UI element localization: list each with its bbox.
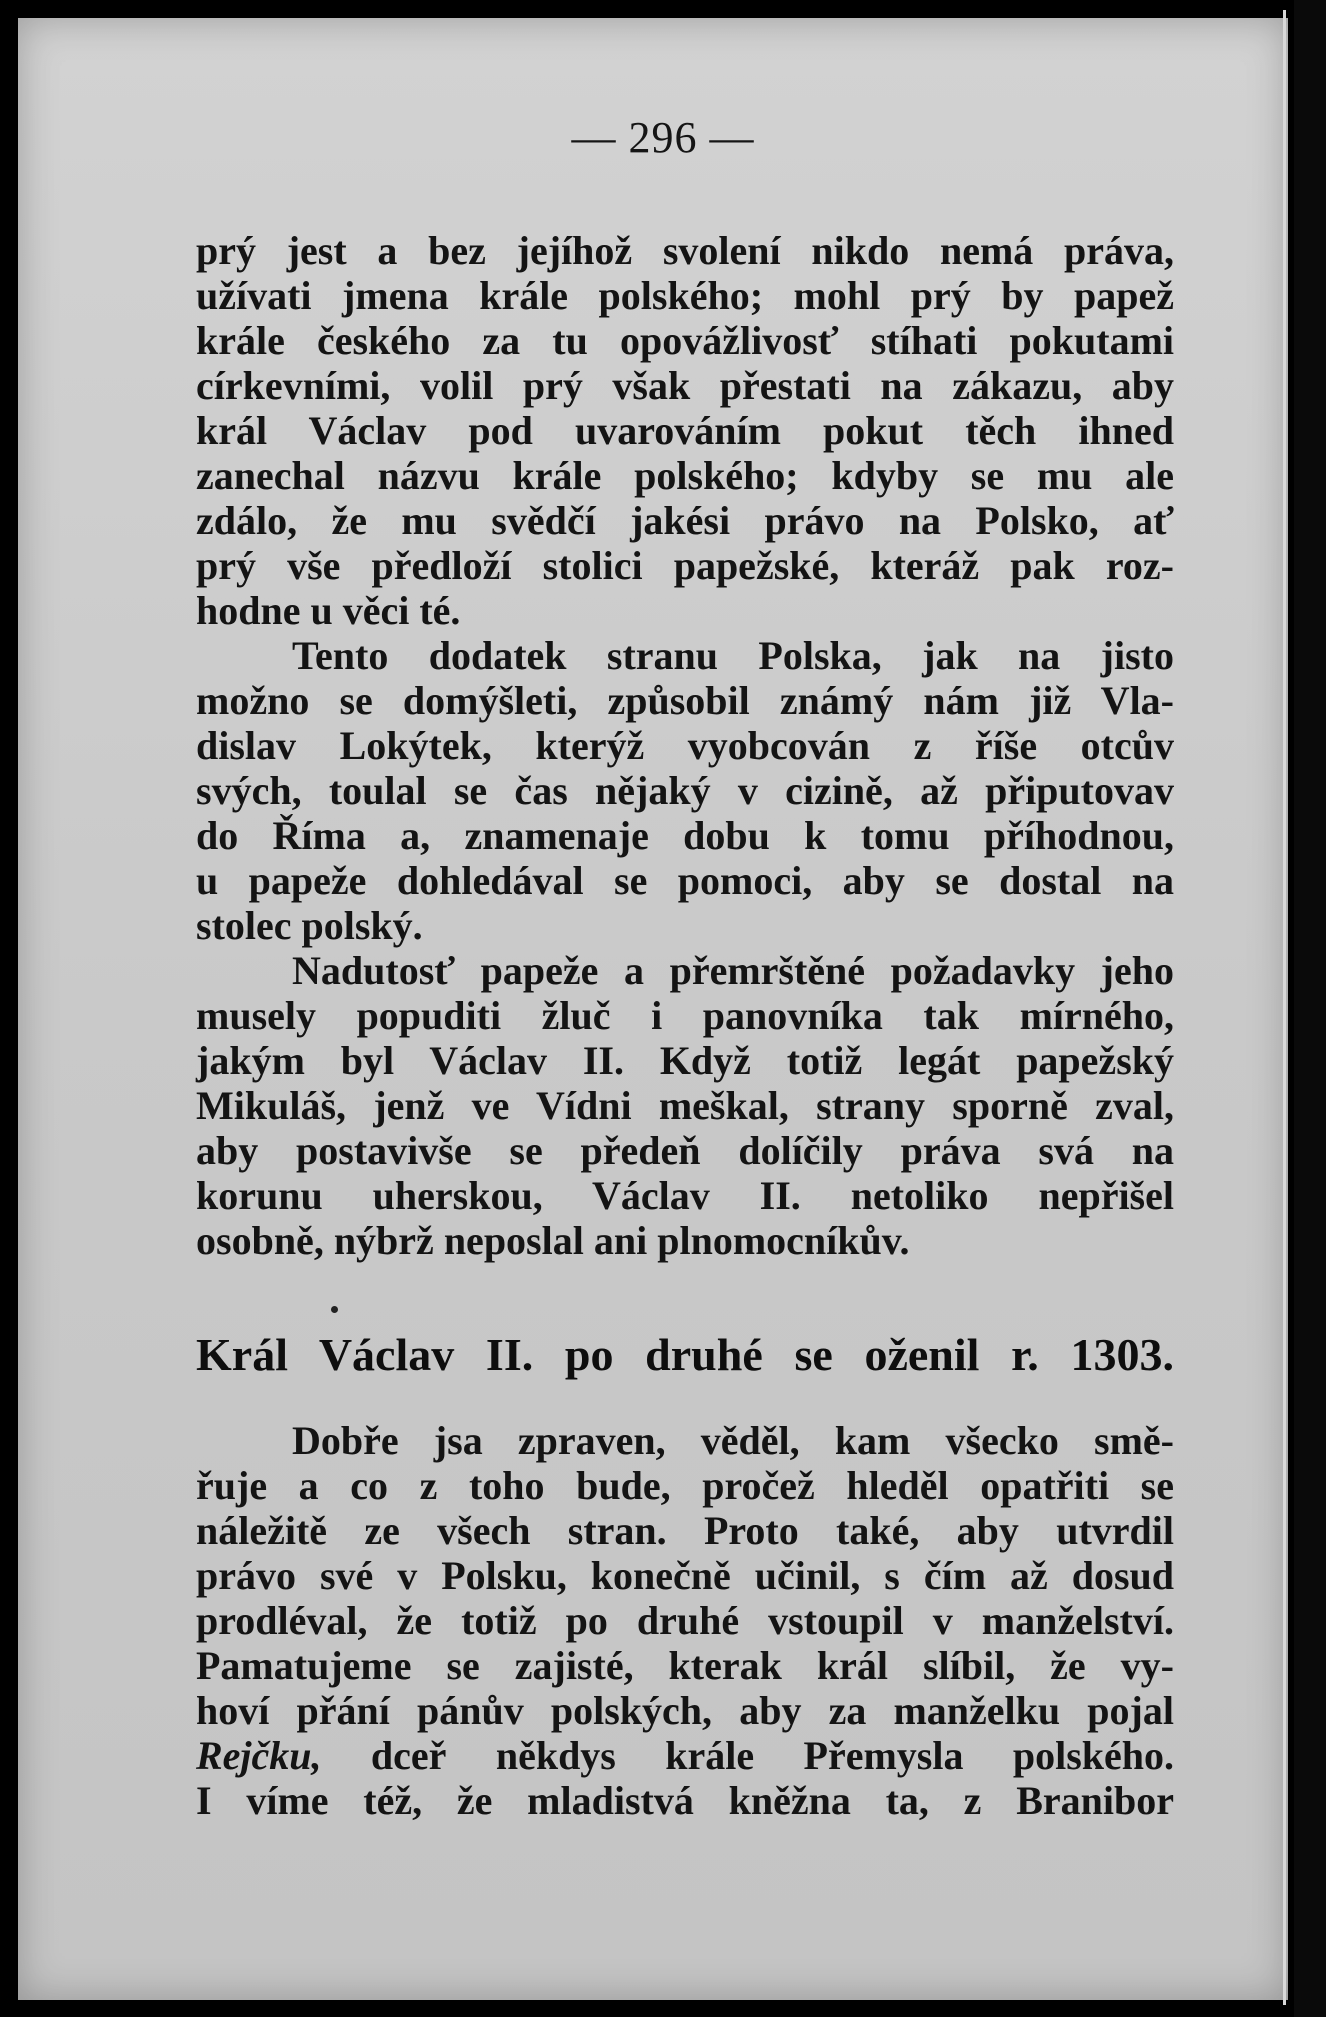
page-number: — 296 — [571,113,755,162]
paragraph-2 [196,633,1174,948]
page-edge-line [1283,10,1286,2005]
ink-speck [331,1306,338,1313]
text-line: Tento dodatek stranu Polska, jak na jisto [292,633,1174,678]
text-line: Pamatujeme se zajisté, kterak král slíbil, že vy- [196,1643,1174,1688]
text-line: král Václav pod uvarováním pokut těch ihned [196,408,1174,453]
paragraph-4 [196,1418,1174,1823]
text-line: hoví přání pánův polských, aby za manželku pojal [196,1688,1174,1733]
text-line: Mikuláš, jenž ve Vídni meškal, strany sporně zval, [196,1083,1174,1128]
text-line: svých, toulal se čas nějaký v cizině, až připutovav [196,768,1174,813]
text-line: Dobře jsa zpraven, věděl, kam všecko smě- [292,1418,1174,1463]
scan-border [1294,0,1326,2017]
text-line: právo své v Polsku, konečně učinil, s čím až dosud [196,1553,1174,1598]
text-line: prý vše předloží stolici papežské, kteráž pak roz- [196,543,1174,588]
line-remainder: dceř někdys krále Přemysla polského. [321,1733,1174,1778]
text-line: prodléval, že totiž po druhé vstoupil v manželství. [196,1598,1174,1643]
text-line: možno se domýšleti, způsobil známý nám již Vla- [196,678,1174,723]
text-line: dislav Lokýtek, kterýž vyobcován z říše otcův [196,723,1174,768]
paragraph-3 [196,948,1174,1263]
text-line: řuje a co z toho bude, pročež hleděl opatřiti se [196,1463,1174,1508]
text-line: krále českého za tu opovážlivosť stíhati pokutami [196,318,1174,363]
text-line: zdálo, že mu svědčí jakési právo na Polsko, ať [196,498,1174,543]
italic-name: Rejčku, [196,1733,322,1778]
text-line: užívati jmena krále polského; mohl prý by papež [196,273,1174,318]
text-line: náležitě ze všech stran. Proto také, aby utvrdil [196,1508,1174,1553]
text-line: zanechal názvu krále polského; kdyby se mu ale [196,453,1174,498]
text-line: aby postavivše se předeň dolíčily práva svá na [196,1128,1174,1173]
text-line: prý jest a bez jejíhož svolení nikdo nemá práva, [196,228,1174,273]
text-line [196,1733,1174,1778]
text-line: stolec polský. [196,903,423,948]
text-line: musely popuditi žluč i panovníka tak mírného, [196,993,1174,1038]
text-line: církevními, volil prý však přestati na zákazu, aby [196,363,1174,408]
text-line: korunu uherskou, Václav II. netoliko nepřišel [196,1173,1174,1218]
text-line: I víme též, že mladistvá kněžna ta, z Branibor [196,1778,1174,1823]
text-line: jakým byl Václav II. Když totiž legát papežský [196,1038,1174,1083]
text-line: osobně, nýbrž neposlal ani plnomocníkův. [196,1218,910,1263]
text-line: Nadutosť papeže a přemrštěné požadavky jeho [292,948,1174,993]
text-line: hodne u věci té. [196,588,461,633]
paragraph-1 [196,228,1174,633]
text-line: do Říma a, znamenaje dobu k tomu příhodnou, [196,813,1174,858]
text-line: u papeže dohledával se pomoci, aby se dostal na [196,858,1174,903]
section-heading: Král Václav II. po druhé se oženil r. 1303. [196,1329,1174,1380]
